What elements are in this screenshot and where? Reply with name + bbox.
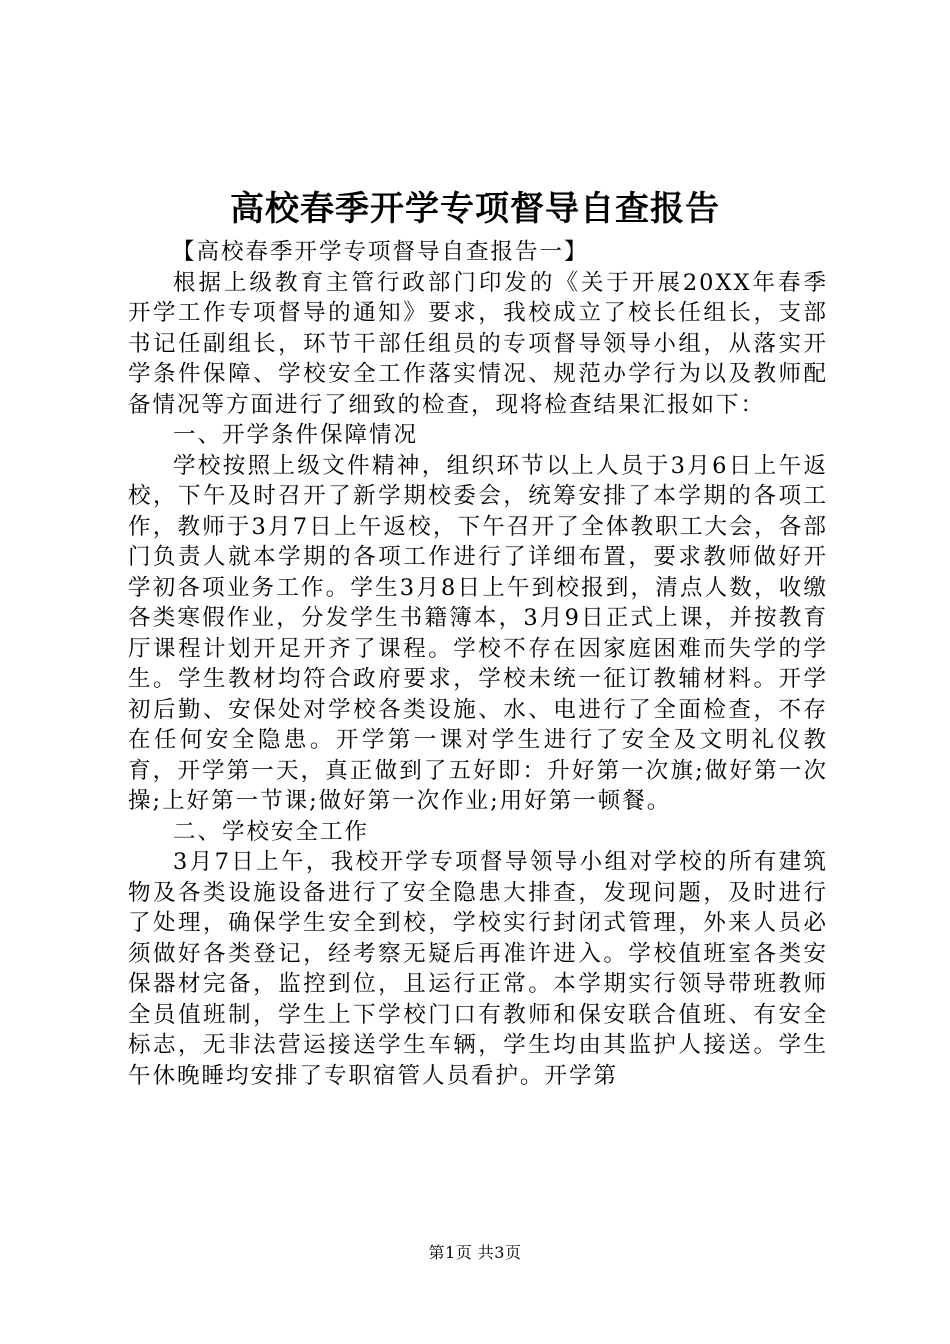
page-number-footer: 第1页 共3页 [428,1243,522,1262]
section-paragraph-2: 3月7日上午，我校开学专项督导领导小组对学校的所有建筑物及各类设施设备进行了安全隐患大排查，发现问题，及时进行了处理，确保学生安全到校，学校实行封闭式管理，外来人员必须做好各类登记，经考察无疑后再准许进入。学校值班室各类安保器材完备，监控到位，且运行正常。本学期实行领导带班教师全员值班制，学生上下学校门口有教师和保安联合值班、有安全标志，无非法营运接送学生车辆，学生均由其监护人接送。学生午休晚睡均安排了专职宿管人员看护。开学第 [128,849,828,1089]
section-paragraph-1: 学校按照上级文件精神，组织环节以上人员于3月6日上午返校，下午及时召开了新学期校委会，统筹安排了本学期的各项工作，教师于3月7日上午返校，下午召开了全体教职工大会，各部门负责人就本学期的各项工作进行了详细布置，要求教师做好开学初各项业务工作。学生3月8日上午到校报到，清点人数，收缴各类寒假作业，分发学生书籍簿本，3月9日正式上课，并按教育厅课程计划开足开齐了课程。学校不存在因家庭困难而失学的学生。学生教材均符合政府要求，学校未统一征订教辅材料。开学初后勤、安保处对学校各类设施、水、电进行了全面检查，不存在任何安全隐患。开学第一课对学生进行了安全及文明礼仪教育，开学第一天，真正做到了五好即：升好第一次旗;做好第一次操;上好第一节课;做好第一次作业;用好第一顿餐。 [128,452,828,814]
section-heading-2: 二、学校安全工作 [173,818,370,845]
page-title: 高校春季开学专项督导自查报告 [230,189,720,229]
document-subtitle: 【高校春季开学专项督导自查报告一】 [172,239,589,265]
intro-paragraph: 根据上级教育主管行政部门印发的《关于开展20XX年春季开学工作专项督导的通知》要求，我校成立了校长任组长，支部书记任副组长，环节干部任组员的专项督导领导小组，从落实开学条件保障、学校安全工作落实情况、规范办学行为以及教师配备情况等方面进行了细致的检查，现将检查结果汇报如下： [128,269,828,418]
section-heading-1: 一、开学条件保障情况 [173,422,419,448]
document-body [128,237,828,1091]
